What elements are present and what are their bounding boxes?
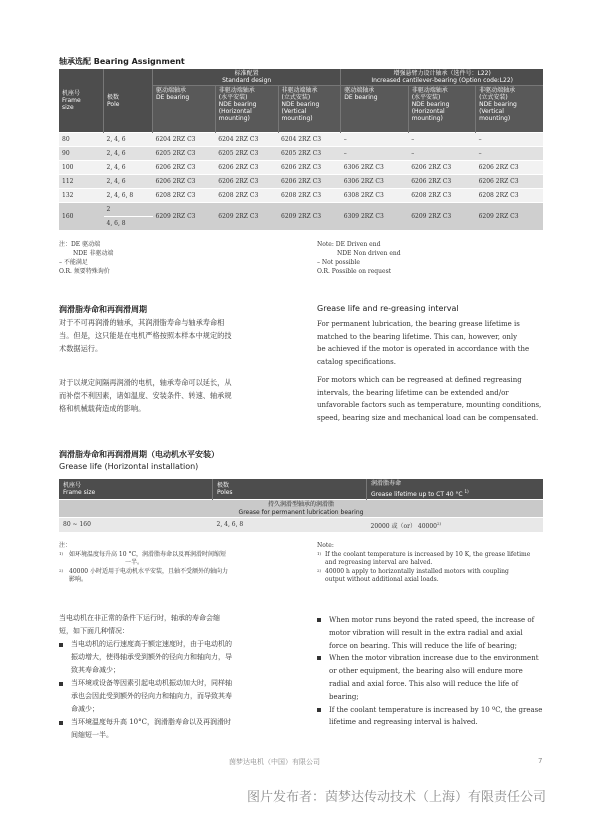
- page-number: 7: [538, 757, 543, 765]
- pole-header: 极数 Pole: [104, 69, 153, 133]
- cell-de-l22: –: [341, 133, 408, 147]
- nde-horizontal-header: 非驱动端轴承 (水平安装) NDE bearing (Horizontal mounting): [215, 86, 278, 133]
- grease-cell-poles: 2, 4, 6, 8: [213, 518, 367, 533]
- cell-nde-v-l22: 6208 2RZ C3: [476, 189, 543, 203]
- cell-de-l22: 6308 2RZ C3: [341, 189, 408, 203]
- grease-subheader: 持久润滑型轴承的润滑脂 Grease for permanent lubrication bearing: [59, 500, 543, 518]
- cell-nde-v: 6208 2RZ C3: [278, 189, 341, 203]
- cell-nde-h-l22: 6206 2RZ C3: [408, 175, 475, 189]
- grease-p1-en: For permanent lubrication, the bearing grease lifetime is matched to the bearing lifetime. This can, however, only be achieved if the motor is operated in accordance with the catalog specifications.: [317, 320, 530, 366]
- life-list-en: [317, 614, 549, 729]
- cell-nde-v-l22: 6209 2RZ C3: [476, 203, 543, 231]
- cell-nde-h-l22: –: [408, 133, 475, 147]
- notes-cn: 注：DE 驱动端 NDE 非驱动端 – 不能满足 O.R. 须要特殊询价: [59, 241, 114, 275]
- life-list-cn: 当电动机在非正常的条件下运行时，轴承的寿命会缩 短，如下面几种情况： 当电动机的运行速度高于额定速度时，由于电动机的 振动增大，使得轴承受到额外的径向力和轴向力，导 致其寿命减少； 当环境或设备等因素引起电动机振动加大时，同样轴 承也会因此受到额外的径向力和轴向力，而导致其寿 命减少； 当环境温度每升高 10°C，润滑脂寿命以及再润滑时 间缩短一半。: [59, 612, 299, 742]
- cell-de: 6205 2RZ C3: [153, 147, 216, 161]
- table-row: [59, 189, 543, 203]
- grease-cell-frame: 80 ~ 160: [59, 518, 213, 533]
- horiz-notes-cn: 注： 1) 如环境温度每升高 10 °C，润滑脂寿命以及再润滑时间缩短 一半。 2) 40000 小时适用于电动机水平安装，且轴不受额外的轴向力 影响。: [59, 542, 228, 583]
- cell-de-l22: –: [341, 147, 408, 161]
- cell-de: 6209 2RZ C3: [153, 203, 216, 231]
- cell-nde-v: 6205 2RZ C3: [278, 147, 341, 161]
- cell-nde-h: 6206 2RZ C3: [215, 161, 278, 175]
- horiz-title-en: Grease life (Horizontal installation): [59, 462, 199, 471]
- grease-title-en: Grease life and re-greasing interval: [317, 304, 459, 313]
- cell-de: 6206 2RZ C3: [153, 175, 216, 189]
- list-item: 当环境或设备等因素引起电动机振动加大时，同样轴 承也会因此受到额外的径向力和轴向力，而导致其寿 命减少；: [59, 677, 299, 716]
- horiz-notes-en: Note: 1) If the coolant temperature is increased by 10 K, the grease lifetime and regreasing interval are halved. 2) 40000 h apply to horizontally installed motors with coupling output without additional axial loads.: [317, 542, 531, 583]
- cell-nde-v: 6206 2RZ C3: [278, 161, 341, 175]
- cell-nde-h-l22: –: [408, 147, 475, 161]
- cell-nde-v-l22: –: [476, 147, 543, 161]
- grease-p1-cn: 对于不可再润滑的轴承，其润滑脂寿命与轴承寿命相 当。但是，这只能是在电机严格按照本样本中规定的技 术数据运行。: [59, 318, 232, 353]
- bearing-title: 轴承选配 Bearing Assignment: [59, 57, 185, 66]
- cell-pole: 2: [104, 203, 153, 217]
- publisher-watermark: 图片发布者：茵梦达传动技术（上海）有限责任公司: [247, 790, 547, 805]
- bullet-square-icon: [317, 708, 321, 712]
- nde-vertical-header-l22: 非驱动端轴承 (立式安装) NDE bearing (Vertical mounting): [476, 86, 543, 133]
- de-bearing-header: 驱动端轴承 DE bearing: [153, 86, 216, 133]
- cell-nde-h: 6206 2RZ C3: [215, 175, 278, 189]
- nde-vertical-header: 非驱动端轴承 (立式安装) NDE bearing (Vertical mounting): [278, 86, 341, 133]
- bearing-table: [59, 69, 543, 230]
- cell-frame: 160: [59, 203, 104, 231]
- bullet-square-icon: [317, 656, 321, 660]
- cell-nde-h: 6209 2RZ C3: [215, 203, 278, 231]
- table-row: [59, 147, 543, 161]
- table-row: [59, 161, 543, 175]
- grease-cell-life: 20000 或（or） 40000$^{2)}$: [367, 518, 544, 533]
- cell-nde-h: 6204 2RZ C3: [215, 133, 278, 147]
- cell-frame: 100: [59, 161, 104, 175]
- list-item: 当电动机的运行速度高于额定速度时，由于电动机的 振动增大，使得轴承受到额外的径向力和轴向力，导 致其寿命减少；: [59, 638, 299, 677]
- cell-de: 6204 2RZ C3: [153, 133, 216, 147]
- table-row: [59, 175, 543, 189]
- footer-company: 茵梦达电机（中国）有限公司: [229, 758, 320, 766]
- grease-p2-en: For motors which can be regreased at defined regreasing intervals, the bearing lifetime can be extended and/or unfavorable factors such as temperature, mounting conditions, speed, bearing size and mechanical load can be compensated.: [317, 376, 542, 422]
- de-bearing-header-l22: 驱动端轴承 DE bearing: [341, 86, 408, 133]
- cell-nde-h-l22: 6206 2RZ C3: [408, 161, 475, 175]
- cantilever-header: 增强悬臂力设计轴承（选件号：L22) Increased cantilever-bearing (Option code:L22): [341, 69, 543, 86]
- list-item: When motor runs beyond the rated speed, the increase of motor vibration will result in the extra radial and axial force on bearing. This will reduce the life of bearing;: [317, 614, 549, 652]
- cell-pole: 4, 6, 8: [104, 217, 153, 231]
- bullet-square-icon: [59, 721, 63, 725]
- table-row: [59, 133, 543, 147]
- grease-table: [59, 479, 543, 532]
- cell-de: 6208 2RZ C3: [153, 189, 216, 203]
- list-item: 当环境温度每升高 10°C，润滑脂寿命以及再润滑时 间缩短一半。: [59, 716, 299, 742]
- nde-horizontal-header-l22: 非驱动端轴承 (水平安装) NDE bearing (Horizontal mounting): [408, 86, 475, 133]
- cell-nde-h-l22: 6208 2RZ C3: [408, 189, 475, 203]
- cell-de-l22: 6306 2RZ C3: [341, 161, 408, 175]
- standard-design-header: 标准配置 Standard design: [153, 69, 341, 86]
- cell-pole: 2, 4, 6: [104, 133, 153, 147]
- cell-nde-v-l22: 6206 2RZ C3: [476, 161, 543, 175]
- cell-frame: 112: [59, 175, 104, 189]
- cell-pole: 2, 4, 6, 8: [104, 189, 153, 203]
- grease-frame-header: 机座号 Frame size: [59, 479, 213, 500]
- cell-pole: 2, 4, 6: [104, 161, 153, 175]
- cell-nde-v-l22: –: [476, 133, 543, 147]
- grease-life-header: 润滑脂寿命 Grease lifetime up to CT 40 °C $^{1)}$: [367, 479, 544, 500]
- list-item: If the coolant temperature is increased by 10 ºC, the grease lifetime and regreasing interval is halved.: [317, 704, 549, 730]
- grease-p2-cn: 对于以规定间隔再润滑的电机，轴承寿命可以延长，从 而补偿不利因素，诸如温度、安装条件、转速、轴承规 格和机械载荷造成的影响。: [59, 378, 232, 413]
- cell-nde-v: 6204 2RZ C3: [278, 133, 341, 147]
- grease-poles-header: 极数 Poles: [213, 479, 367, 500]
- bullet-square-icon: [317, 618, 321, 622]
- bullet-square-icon: [59, 682, 63, 686]
- cell-nde-h: 6205 2RZ C3: [215, 147, 278, 161]
- grease-title-cn: 润滑脂寿命和再润滑周期: [59, 305, 147, 314]
- cell-nde-h: 6208 2RZ C3: [215, 189, 278, 203]
- table-row: [59, 203, 543, 217]
- cell-nde-v: 6206 2RZ C3: [278, 175, 341, 189]
- bullet-square-icon: [59, 643, 63, 647]
- cell-frame: 90: [59, 147, 104, 161]
- cell-pole: 2, 4, 6: [104, 147, 153, 161]
- cell-de: 6206 2RZ C3: [153, 161, 216, 175]
- list-item: When the motor vibration increase due to the environment or other equipment, the bearing also will endure more radial and axial force. This also will reduce the life of bearing;: [317, 652, 549, 703]
- cell-nde-h-l22: 6209 2RZ C3: [408, 203, 475, 231]
- cell-frame: 132: [59, 189, 104, 203]
- cell-nde-v: 6209 2RZ C3: [278, 203, 341, 231]
- cell-pole: 2, 4, 6: [104, 175, 153, 189]
- cell-nde-v-l22: 6206 2RZ C3: [476, 175, 543, 189]
- notes-en: Note: DE Driven end NDE Non driven end – Not possible O.R. Possible on request: [317, 241, 401, 275]
- cell-de-l22: 6306 2RZ C3: [341, 175, 408, 189]
- cell-de-l22: 6309 2RZ C3: [341, 203, 408, 231]
- cell-frame: 80: [59, 133, 104, 147]
- horiz-title-cn: 润滑脂寿命和再润滑周期（电动机水平安装）: [59, 450, 219, 459]
- frame-header: 机座号 Frame size: [59, 69, 104, 133]
